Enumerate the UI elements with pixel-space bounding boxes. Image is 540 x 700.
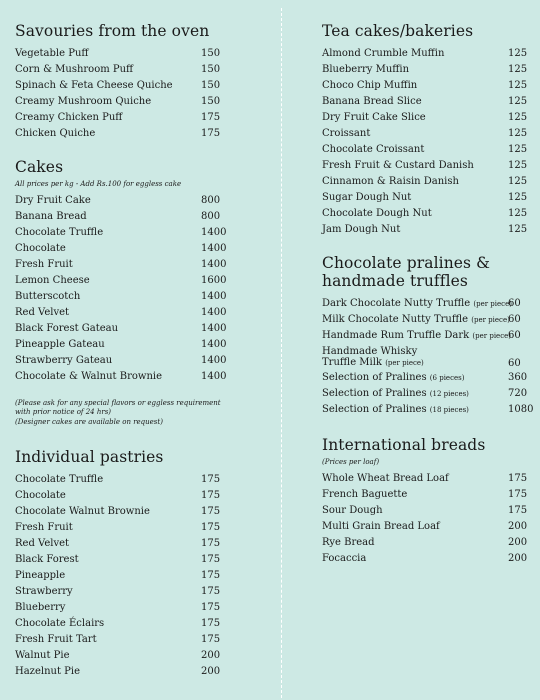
item-name: Sugar Dough Nut <box>322 192 412 203</box>
item-price: 1400 <box>201 371 227 382</box>
item-name: Red Velvet <box>15 538 70 549</box>
item-price: 125 <box>508 112 528 123</box>
item-price: 720 <box>508 388 528 399</box>
item-price: 200 <box>201 650 221 661</box>
item-price: 175 <box>201 128 221 139</box>
item-price: 200 <box>508 521 528 532</box>
menu-item <box>322 296 532 312</box>
item-price: 125 <box>508 192 528 203</box>
menu-item <box>322 190 532 206</box>
menu-item <box>15 46 255 62</box>
pastries-list <box>15 472 255 680</box>
item-name: Croissant <box>322 128 371 139</box>
tea-cakes-section <box>322 22 532 238</box>
item-name: Vegetable Puff <box>15 48 89 59</box>
item-name: Chocolate <box>15 490 66 501</box>
item-name: Fresh Fruit <box>15 522 73 533</box>
item-price: 175 <box>201 602 221 613</box>
menu-item <box>15 225 255 241</box>
menu-item <box>15 648 255 664</box>
menu-item <box>322 328 532 344</box>
menu-item <box>322 312 532 328</box>
section-title-line: handmade truffles <box>322 272 468 290</box>
item-name-text: Milk Chocolate Nutty Truffle <box>322 314 469 325</box>
section-title: Tea cakes/bakeries <box>322 22 474 40</box>
item-price: 1400 <box>201 339 227 350</box>
item-price: 175 <box>201 538 221 549</box>
menu-item <box>15 568 255 584</box>
menu-item <box>322 126 532 142</box>
menu-item <box>15 552 255 568</box>
menu-item <box>322 142 532 158</box>
menu-item <box>322 206 532 222</box>
menu-item <box>15 78 255 94</box>
breads-section <box>322 436 532 567</box>
item-price: 200 <box>508 553 528 564</box>
menu-item <box>322 519 532 535</box>
item-name: Chocolate Truffle <box>15 474 104 485</box>
menu-item <box>15 337 255 353</box>
item-qualifier: (6 pieces) <box>429 374 465 382</box>
item-price: 175 <box>508 473 528 484</box>
item-name: Multi Grain Bread Loaf <box>322 521 440 532</box>
item-price: 150 <box>201 96 221 107</box>
item-name: Strawberry <box>15 586 73 597</box>
item-price: 60 <box>508 314 521 325</box>
item-name: Dry Fruit Cake <box>15 195 91 206</box>
menu-item <box>15 305 255 321</box>
menu-item <box>322 78 532 94</box>
menu-item <box>322 402 532 418</box>
item-name-text: Selection of Pralines <box>322 388 427 399</box>
item-price: 125 <box>508 128 528 139</box>
item-name: Cinnamon & Raisin Danish <box>322 176 459 187</box>
item-name <box>322 346 424 369</box>
item-name: Pineapple Gateau <box>15 339 105 350</box>
item-price: 800 <box>201 211 221 222</box>
menu-item <box>322 535 532 551</box>
item-price: 1080 <box>508 404 534 415</box>
item-name: Fresh Fruit Tart <box>15 634 97 645</box>
menu-item <box>15 353 255 369</box>
menu-item <box>15 472 255 488</box>
item-name: Strawberry Gateau <box>15 355 113 366</box>
menu-item <box>322 370 532 386</box>
menu-item <box>15 126 255 142</box>
menu-item <box>322 471 532 487</box>
item-name-text: Selection of Pralines <box>322 404 427 415</box>
pralines-section <box>322 254 532 418</box>
breads-note: (Prices per loaf) <box>322 458 380 466</box>
item-price: 1400 <box>201 291 227 302</box>
item-name: Red Velvet <box>15 307 70 318</box>
item-qualifier: (18 pieces) <box>429 406 469 414</box>
item-name-text: Dark Chocolate Nutty Truffle <box>322 298 471 309</box>
section-title-line: Chocolate pralines & <box>322 254 491 272</box>
item-qualifier: (per piece) <box>472 332 511 340</box>
item-price: 125 <box>508 144 528 155</box>
item-name: Blueberry Muffin <box>322 64 410 75</box>
menu-item <box>322 158 532 174</box>
item-price: 175 <box>201 522 221 533</box>
menu-item <box>15 504 255 520</box>
item-name <box>322 386 469 402</box>
menu-item <box>322 503 532 519</box>
item-name-text: Handmade Rum Truffle Dark <box>322 330 470 341</box>
item-name: Sour Dough <box>322 505 383 516</box>
menu-item <box>15 94 255 110</box>
item-price: 125 <box>508 160 528 171</box>
item-price: 150 <box>201 80 221 91</box>
item-price: 60 <box>508 298 521 309</box>
item-price: 175 <box>201 506 221 517</box>
section-title: International breads <box>322 436 486 454</box>
item-name: Creamy Mushroom Quiche <box>15 96 152 107</box>
item-price: 1400 <box>201 323 227 334</box>
section-title: Cakes <box>15 158 64 176</box>
item-name: Black Forest Gateau <box>15 323 119 334</box>
item-price: 1600 <box>201 275 227 286</box>
item-price: 175 <box>201 112 221 123</box>
item-price: 60 <box>508 330 521 341</box>
menu-item <box>15 209 255 225</box>
item-price: 175 <box>201 634 221 645</box>
item-price: 150 <box>201 48 221 59</box>
menu-item <box>322 551 532 567</box>
item-name: Chocolate Éclairs <box>15 618 105 629</box>
section-title: Individual pastries <box>15 448 164 466</box>
section-title <box>322 254 532 290</box>
menu-item <box>15 321 255 337</box>
item-name <box>322 312 510 328</box>
item-name: Almond Crumble Muffin <box>322 48 445 59</box>
item-price: 360 <box>508 372 528 383</box>
item-price: 60 <box>508 358 521 369</box>
item-name: Butterscotch <box>15 291 81 302</box>
item-name: Fresh Fruit <box>15 259 73 270</box>
menu-item <box>322 222 532 238</box>
cakes-section <box>15 158 255 427</box>
item-name: Chocolate & Walnut Brownie <box>15 371 163 382</box>
item-price: 125 <box>508 224 528 235</box>
menu-item <box>15 62 255 78</box>
menu-item <box>15 664 255 680</box>
item-price: 175 <box>201 586 221 597</box>
menu-item <box>15 257 255 273</box>
savouries-list <box>15 46 255 142</box>
item-name: Banana Bread Slice <box>322 96 422 107</box>
item-price: 125 <box>508 64 528 75</box>
cakes-footnote: (Please ask for any special flavors or eggless requirement with prior notice of 24 hrs) <box>15 399 221 416</box>
item-price: 175 <box>201 474 221 485</box>
item-name: Chocolate Dough Nut <box>322 208 432 219</box>
item-qualifier: (per piece) <box>385 359 424 367</box>
item-name: Black Forest <box>15 554 79 565</box>
item-name: Fresh Fruit & Custard Danish <box>322 160 474 171</box>
item-price: 125 <box>508 80 528 91</box>
item-price: 800 <box>201 195 221 206</box>
menu-item <box>322 94 532 110</box>
item-name: Chocolate Walnut Brownie <box>15 506 150 517</box>
item-name: Chocolate Truffle <box>15 227 104 238</box>
item-name: Chocolate Croissant <box>322 144 425 155</box>
menu-item <box>322 487 532 503</box>
menu-item <box>322 386 532 402</box>
item-price: 150 <box>201 64 221 75</box>
menu-item <box>322 346 532 370</box>
menu-item <box>322 62 532 78</box>
item-name: Walnut Pie <box>15 650 70 661</box>
item-name: Creamy Chicken Puff <box>15 112 123 123</box>
item-name: Chicken Quiche <box>15 128 96 139</box>
item-price: 200 <box>508 537 528 548</box>
pastries-section <box>15 448 255 680</box>
item-name: French Baguette <box>322 489 408 500</box>
item-name-text: Selection of Pralines <box>322 372 427 383</box>
item-price: 1400 <box>201 259 227 270</box>
section-title: Savouries from the oven <box>15 22 210 40</box>
savouries-section <box>15 22 255 142</box>
column-divider <box>281 8 282 698</box>
item-price: 175 <box>508 489 528 500</box>
menu-item <box>15 110 255 126</box>
item-price: 175 <box>201 570 221 581</box>
item-price: 200 <box>201 666 221 677</box>
menu-item <box>322 46 532 62</box>
tea-cakes-list <box>322 46 532 238</box>
item-name: Hazelnut Pie <box>15 666 80 677</box>
item-price: 1400 <box>201 243 227 254</box>
item-name: Blueberry <box>15 602 66 613</box>
cakes-note: All prices per kg - Add Rs.100 for eggless cake <box>15 180 182 188</box>
item-name: Lemon Cheese <box>15 275 90 286</box>
menu-item <box>322 110 532 126</box>
item-price: 125 <box>508 96 528 107</box>
item-price: 1400 <box>201 307 227 318</box>
menu-item <box>322 174 532 190</box>
item-name: Dry Fruit Cake Slice <box>322 112 426 123</box>
item-price: 125 <box>508 208 528 219</box>
pralines-list <box>322 296 532 418</box>
item-price: 1400 <box>201 355 227 366</box>
item-qualifier: (12 pieces) <box>429 390 469 398</box>
item-name: Whole Wheat Bread Loaf <box>322 473 449 484</box>
menu-item <box>15 616 255 632</box>
item-price: 175 <box>201 618 221 629</box>
item-price: 175 <box>508 505 528 516</box>
menu-item <box>15 273 255 289</box>
item-name: Corn & Mushroom Puff <box>15 64 134 75</box>
item-name <box>322 402 469 418</box>
menu-item <box>15 520 255 536</box>
item-price: 125 <box>508 48 528 59</box>
item-price: 125 <box>508 176 528 187</box>
item-name <box>322 296 512 312</box>
menu-item <box>15 369 255 385</box>
item-qualifier: (per piece) <box>471 316 510 324</box>
item-name: Banana Bread <box>15 211 87 222</box>
menu-item <box>15 193 255 209</box>
cakes-footnote: (Designer cakes are available on request) <box>15 418 163 426</box>
menu-item <box>15 600 255 616</box>
item-qualifier: (per piece) <box>473 300 512 308</box>
item-name <box>322 370 464 386</box>
menu-item <box>15 488 255 504</box>
item-name: Rye Bread <box>322 537 375 548</box>
item-name: Spinach & Feta Cheese Quiche <box>15 80 173 91</box>
menu-item <box>15 632 255 648</box>
item-name-text: Handmade Whisky <box>322 346 418 357</box>
item-name: Choco Chip Muffin <box>322 80 418 91</box>
item-price: 175 <box>201 490 221 501</box>
item-price: 175 <box>201 554 221 565</box>
item-price: 1400 <box>201 227 227 238</box>
cakes-list <box>15 193 255 385</box>
menu-item <box>15 584 255 600</box>
item-name <box>322 328 511 344</box>
menu-item <box>15 241 255 257</box>
item-name: Jam Dough Nut <box>322 224 401 235</box>
menu-item <box>15 289 255 305</box>
menu-item <box>15 536 255 552</box>
item-name: Pineapple <box>15 570 66 581</box>
item-name-text: Truffle Milk <box>322 357 382 368</box>
item-name: Focaccia <box>322 553 367 564</box>
breads-list <box>322 471 532 567</box>
item-name: Chocolate <box>15 243 66 254</box>
